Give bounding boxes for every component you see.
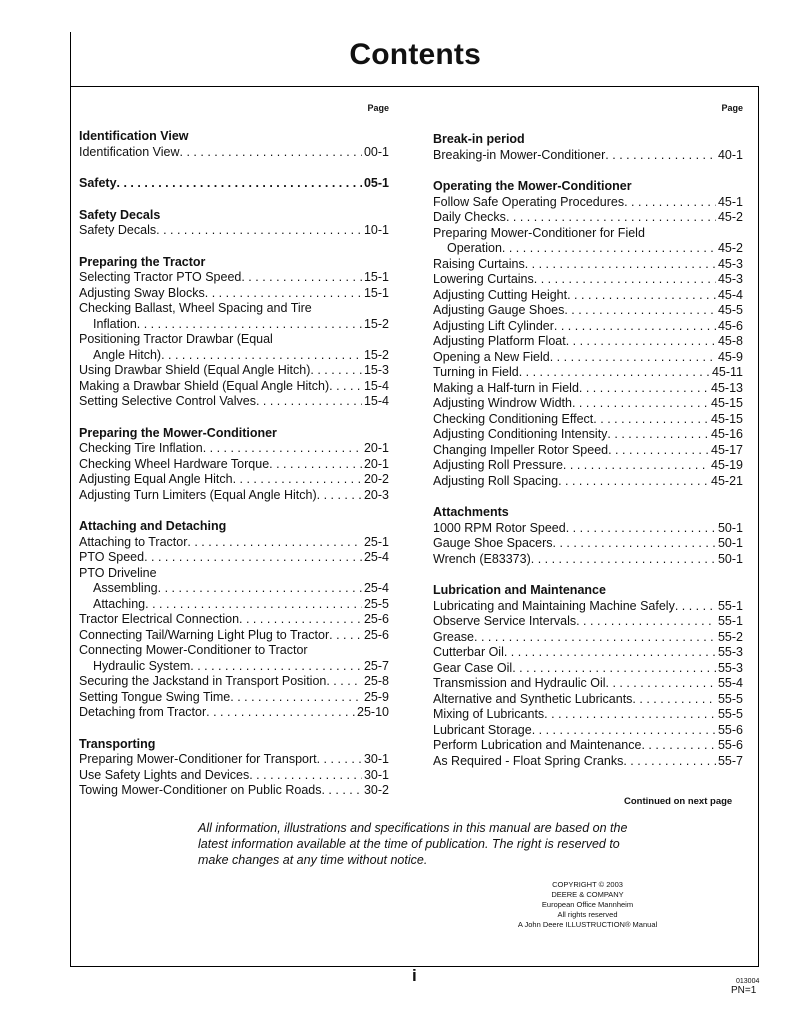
section-heading: Preparing the Mower-Conditioner: [79, 425, 277, 440]
section-heading: Safety Decals: [79, 207, 161, 222]
section-heading: Break-in period: [433, 132, 525, 146]
section-heading: Transporting: [79, 736, 156, 751]
toc-entry[interactable]: [433, 381, 743, 397]
dot-leader: [554, 319, 716, 335]
toc-entry[interactable]: [433, 257, 743, 273]
entry-text-line: Positioning Tractor Drawbar (Equal: [79, 332, 273, 346]
dot-leader: [144, 550, 362, 566]
dot-leader: [553, 536, 716, 552]
toc-entry[interactable]: [433, 692, 743, 708]
toc-entry-page: 25-6: [363, 627, 389, 642]
toc-entry[interactable]: [79, 379, 389, 395]
dot-leader: [593, 412, 709, 428]
toc-entry-page: 15-1: [363, 270, 389, 284]
dot-leader: [576, 614, 716, 630]
toc-entry-title: Raising Curtains: [433, 256, 525, 271]
toc-entry-page: 15-2: [363, 347, 389, 362]
toc-entry[interactable]: [433, 458, 743, 474]
toc-entry-page: 15-2: [363, 316, 389, 331]
toc-entry-page: 15-4: [363, 378, 389, 393]
toc-entry[interactable]: [433, 210, 743, 226]
toc-entry[interactable]: [433, 427, 743, 443]
dot-leader: [606, 676, 716, 692]
dot-leader: [329, 379, 362, 395]
dot-leader: [566, 334, 716, 350]
dot-leader: [567, 288, 716, 304]
dot-leader: [675, 599, 716, 615]
dot-leader: [206, 705, 355, 721]
dot-leader: [572, 396, 709, 412]
section-heading: Lubrication and Maintenance: [433, 583, 606, 597]
page-column-label: Page: [367, 103, 389, 113]
toc-entry-page: 55-6: [717, 738, 743, 752]
dot-leader: [329, 628, 362, 644]
toc-entry-page: 15-3: [363, 363, 389, 377]
toc-entry[interactable]: [79, 286, 389, 302]
dot-leader: [230, 690, 362, 706]
toc-entry-title: Angle Hitch): [93, 347, 162, 362]
toc-entry-page: 10-1: [363, 223, 389, 237]
toc-entry-title: Identification View: [79, 144, 180, 159]
toc-entry-title: Gear Case Oil: [433, 660, 513, 675]
toc-entry[interactable]: [433, 723, 743, 739]
toc-entry-title: Adjusting Turn Limiters (Equal Angle Hitch): [79, 487, 317, 502]
toc-entry-title: Adjusting Gauge Shoes: [433, 303, 565, 317]
dot-leader: [566, 521, 716, 537]
toc-entry-page: 45-9: [717, 349, 743, 364]
toc-entry-title: Attaching: [93, 596, 146, 611]
toc-entry[interactable]: [433, 630, 743, 646]
toc-entry-page: 25-10: [357, 705, 389, 719]
toc-entry[interactable]: [79, 317, 389, 333]
toc-entry-title: Selecting Tractor PTO Speed: [79, 270, 242, 284]
page-title: Contents: [349, 38, 481, 71]
toc-entry-page: 15-1: [363, 285, 389, 300]
dot-leader: [145, 597, 362, 613]
office-line: European Office Mannheim: [541, 900, 634, 909]
dot-leader: [579, 381, 709, 397]
entry-text-line: Connecting Mower-Conditioner to Tractor: [79, 643, 308, 657]
toc-entry-page: 30-1: [363, 752, 389, 766]
frame-left-top: [70, 32, 71, 86]
toc-entry-title: Making a Drawbar Shield (Equal Angle Hitch): [79, 378, 330, 393]
dot-leader: [256, 394, 362, 410]
toc-entry-page: 55-1: [717, 598, 743, 613]
toc-entry-page: 55-6: [717, 722, 743, 737]
rights-line: All rights reserved: [557, 910, 618, 919]
toc-entry-page: 25-5: [363, 596, 389, 611]
toc-entry[interactable]: [433, 350, 743, 366]
toc-entry[interactable]: [79, 535, 389, 551]
toc-entry[interactable]: [433, 645, 743, 661]
toc-entry-title: Adjusting Roll Pressure: [433, 458, 563, 472]
section-heading: Attachments: [433, 505, 509, 519]
toc-entry[interactable]: [79, 597, 389, 613]
toc-entry-title: Daily Checks: [433, 210, 506, 224]
dot-leader: [512, 661, 716, 677]
toc-entry-title: Alternative and Synthetic Lubricants: [433, 691, 633, 706]
toc-entry-page: 25-8: [363, 674, 389, 688]
toc-entry-page: 50-1: [717, 520, 743, 535]
toc-entry[interactable]: [79, 690, 389, 706]
dot-leader: [317, 752, 362, 768]
toc-entry[interactable]: [79, 223, 389, 239]
dot-leader: [525, 257, 716, 273]
toc-entry[interactable]: [79, 674, 389, 690]
toc-entry-page: 45-2: [717, 210, 743, 224]
toc-entry-title: Lowering Curtains: [433, 272, 534, 286]
toc-entry-title: Adjusting Windrow Width: [433, 396, 572, 410]
dot-leader: [641, 738, 716, 754]
toc-entry[interactable]: [433, 443, 743, 459]
toc-entry-title: Observe Service Intervals: [433, 614, 577, 628]
toc-entry-title: As Required - Float Spring Cranks: [433, 753, 624, 768]
toc-entry[interactable]: [433, 521, 743, 537]
toc-entry-page: 25-6: [363, 612, 389, 626]
copyright-line: COPYRIGHT © 2003: [552, 880, 623, 889]
toc-entry-title: Lubricating and Maintaining Machine Safely: [433, 598, 675, 613]
dot-leader: [563, 458, 709, 474]
dot-leader: [544, 707, 716, 723]
toc-entry-page: 45-15: [711, 411, 743, 426]
toc-entry-title: Gauge Shoe Spacers: [433, 536, 553, 550]
dot-leader: [180, 145, 362, 161]
pn-label: PN=1: [731, 985, 757, 996]
toc-entry[interactable]: [433, 536, 743, 552]
dot-leader: [607, 427, 709, 443]
disclaimer-notice: All information, illustrations and specifications in this manual are based on the latest information available at the time of publication. The right is reserved to make changes at any time without notice.: [198, 821, 628, 867]
toc-entry-title: Tractor Electrical Connection: [79, 612, 240, 626]
dot-leader: [310, 363, 362, 379]
dot-leader: [117, 176, 362, 192]
page-column-label: Page: [721, 103, 743, 113]
section-heading: Operating the Mower-Conditioner: [433, 179, 632, 193]
dot-leader: [317, 488, 362, 504]
section-heading: Attaching and Detaching: [79, 519, 227, 533]
continued-note: Continued on next page: [624, 796, 733, 807]
toc-entry-title: Checking Wheel Hardware Torque: [79, 456, 270, 471]
toc-entry[interactable]: [433, 676, 743, 692]
toc-entry-title: Opening a New Field: [433, 349, 550, 364]
toc-entry-title: Attaching to Tractor: [79, 534, 188, 549]
toc-entry[interactable]: [79, 270, 389, 286]
toc-entry[interactable]: [79, 441, 389, 457]
toc-entry[interactable]: [79, 612, 389, 628]
toc-entry-page: 55-5: [717, 691, 743, 706]
toc-entry-title: Detaching from Tractor: [79, 705, 207, 719]
dot-leader: [156, 223, 362, 239]
title-rule: [70, 86, 759, 87]
toc-entry-page: 50-1: [717, 551, 743, 566]
toc-entry-title: Using Drawbar Shield (Equal Angle Hitch): [79, 363, 311, 377]
toc-entry[interactable]: [433, 195, 743, 211]
toc-entry-page: 20-2: [363, 472, 389, 486]
toc-entry-title: Safety: [79, 176, 117, 190]
toc-entry[interactable]: [79, 705, 389, 721]
toc-entry-page: 45-21: [711, 473, 743, 488]
dot-leader: [239, 612, 362, 628]
contents-left-column: [79, 103, 389, 799]
toc-entry-title: Adjusting Lift Cylinder: [433, 318, 554, 333]
dot-leader: [605, 148, 716, 164]
toc-entry-page: 45-5: [717, 303, 743, 317]
toc-entry-title: Setting Selective Control Valves: [79, 394, 256, 408]
dot-leader: [632, 692, 716, 708]
toc-entry-page: 50-1: [717, 536, 743, 550]
toc-entry-title: Wrench (E83373): [433, 551, 531, 566]
dot-leader: [326, 674, 362, 690]
toc-entry-page: 45-11: [711, 365, 743, 379]
dot-leader: [502, 241, 716, 257]
dot-leader: [474, 630, 716, 646]
toc-entry-title: Adjusting Platform Float: [433, 334, 566, 348]
toc-entry-title: Adjusting Roll Spacing: [433, 473, 559, 488]
toc-entry-page: 25-7: [363, 658, 389, 673]
toc-entry-page: 45-3: [717, 272, 743, 286]
toc-entry[interactable]: [79, 145, 389, 161]
toc-entry[interactable]: [79, 176, 389, 192]
toc-entry[interactable]: [79, 457, 389, 473]
toc-entry-title: Inflation: [93, 316, 137, 331]
toc-entry-page: 45-8: [717, 334, 743, 348]
toc-entry[interactable]: [433, 661, 743, 677]
toc-entry-title: Making a Half-turn in Field: [433, 380, 579, 395]
dot-leader: [623, 754, 716, 770]
toc-entry-title: Follow Safe Operating Procedures: [433, 194, 625, 209]
toc-entry-page: 25-9: [363, 689, 389, 704]
toc-entry-page: 25-4: [363, 550, 389, 564]
toc-entry[interactable]: [79, 628, 389, 644]
toc-entry[interactable]: [79, 752, 389, 768]
toc-entry-title: Operation: [447, 241, 502, 255]
toc-entry[interactable]: [79, 488, 389, 504]
toc-entry-page: 45-17: [711, 442, 743, 457]
toc-entry[interactable]: [433, 396, 743, 412]
toc-entry[interactable]: [433, 334, 743, 350]
toc-entry[interactable]: [79, 394, 389, 410]
entry-text-line: PTO Driveline: [79, 565, 157, 580]
dot-leader: [624, 195, 716, 211]
toc-entry-page: 05-1: [363, 176, 389, 190]
toc-entry-title: Adjusting Equal Angle Hitch: [79, 472, 233, 486]
toc-entry-title: Adjusting Sway Blocks: [79, 285, 205, 300]
company-line: DEERE & COMPANY: [551, 890, 624, 899]
toc-entry-page: 55-3: [717, 660, 743, 675]
toc-entry-title: Checking Conditioning Effect: [433, 411, 594, 426]
toc-entry-page: 45-15: [711, 396, 743, 410]
toc-entry[interactable]: [433, 707, 743, 723]
toc-entry-title: Assembling: [93, 581, 158, 595]
toc-entry-page: 00-1: [363, 144, 389, 159]
toc-entry-page: 20-3: [363, 487, 389, 502]
toc-entry-title: Adjusting Cutting Height: [433, 287, 568, 302]
entry-text-line: Preparing Mower-Conditioner for Field: [433, 225, 645, 240]
toc-entry[interactable]: [433, 552, 743, 568]
dot-leader: [161, 348, 362, 364]
toc-entry-page: 15-4: [363, 394, 389, 408]
toc-entry-page: 30-1: [363, 767, 389, 782]
toc-entry-page: 55-5: [717, 707, 743, 721]
toc-entry-page: 20-1: [363, 456, 389, 471]
toc-entry-title: Turning in Field: [433, 365, 519, 379]
toc-entry-page: 45-19: [711, 458, 743, 472]
toc-entry-page: 55-3: [717, 645, 743, 659]
toc-entry-title: Use Safety Lights and Devices: [79, 767, 250, 782]
dot-leader: [506, 210, 716, 226]
frame-right: [758, 86, 759, 966]
dot-leader: [608, 443, 709, 459]
page-number: i: [412, 966, 417, 985]
toc-entry-page: 55-4: [717, 676, 743, 690]
entry-text-line: Checking Ballast, Wheel Spacing and Tire: [79, 301, 312, 315]
toc-entry[interactable]: [433, 754, 743, 770]
toc-entry-title: Mixing of Lubricants: [433, 707, 545, 721]
toc-entry[interactable]: [433, 241, 743, 257]
toc-entry-page: 45-6: [717, 318, 743, 333]
dot-leader: [550, 350, 716, 366]
toc-entry[interactable]: [79, 659, 389, 675]
toc-entry[interactable]: [433, 148, 743, 164]
dot-leader: [233, 472, 362, 488]
toc-entry[interactable]: [79, 768, 389, 784]
section-heading: Identification View: [79, 129, 189, 143]
toc-entry-title: Preparing Mower-Conditioner for Transport: [79, 752, 317, 766]
toc-entry-title: Lubricant Storage: [433, 722, 532, 737]
toc-entry-title: Checking Tire Inflation: [79, 441, 203, 455]
toc-entry-page: 45-16: [711, 427, 743, 441]
toc-entry[interactable]: [433, 614, 743, 630]
toc-entry-page: 30-2: [363, 783, 389, 797]
copyright-block: [500, 880, 675, 930]
toc-entry-title: Towing Mower-Conditioner on Public Roads: [79, 783, 322, 797]
toc-entry-page: 45-4: [717, 287, 743, 302]
toc-entry-title: Breaking-in Mower-Conditioner: [433, 147, 606, 162]
toc-entry[interactable]: [79, 363, 389, 379]
dot-leader: [321, 783, 361, 799]
dot-leader: [249, 768, 362, 784]
toc-entry[interactable]: [433, 272, 743, 288]
toc-entry-title: Securing the Jackstand in Transport Position: [79, 674, 327, 688]
toc-entry[interactable]: [433, 288, 743, 304]
toc-entry-page: 25-1: [363, 534, 389, 549]
manual-line: A John Deere ILLUSTRUCTION® Manual: [517, 920, 658, 929]
toc-entry-page: 55-1: [717, 614, 743, 628]
dot-leader: [532, 723, 716, 739]
toc-entry[interactable]: [79, 581, 389, 597]
section-heading: Preparing the Tractor: [79, 254, 206, 269]
toc-entry-page: 55-2: [717, 629, 743, 644]
frame-left: [70, 86, 71, 966]
dot-leader: [504, 645, 716, 661]
toc-entry-page: 45-3: [717, 256, 743, 271]
toc-entry[interactable]: [79, 472, 389, 488]
toc-entry-page: 20-1: [363, 441, 389, 455]
dot-leader: [269, 457, 362, 473]
toc-entry-title: PTO Speed: [79, 550, 145, 564]
toc-entry-title: Cutterbar Oil: [433, 645, 504, 659]
toc-entry-title: Grease: [433, 629, 474, 644]
dot-leader: [205, 286, 362, 302]
toc-entry-title: 1000 RPM Rotor Speed: [433, 520, 566, 535]
toc-entry-title: Perform Lubrication and Maintenance: [433, 738, 642, 752]
dot-leader: [534, 272, 716, 288]
toc-entry-title: Connecting Tail/Warning Light Plug to Tractor: [79, 627, 330, 642]
dot-leader: [564, 303, 716, 319]
toc-entry-page: 45-2: [717, 241, 743, 255]
toc-entry[interactable]: [433, 412, 743, 428]
toc-entry[interactable]: [79, 783, 389, 799]
toc-entry[interactable]: [433, 303, 743, 319]
doc-id: 013004: [736, 978, 760, 985]
toc-entry-page: 25-4: [363, 581, 389, 595]
toc-entry-page: 40-1: [717, 147, 743, 162]
dot-leader: [187, 535, 362, 551]
toc-entry-page: 55-7: [717, 753, 743, 768]
toc-entry[interactable]: [433, 474, 743, 490]
contents-right-column: [433, 103, 743, 769]
toc-entry[interactable]: [433, 365, 743, 381]
toc-entry[interactable]: [79, 550, 389, 566]
toc-entry-title: Setting Tongue Swing Time: [79, 689, 231, 704]
toc-entry-page: 45-1: [717, 194, 743, 209]
dot-leader: [190, 659, 362, 675]
toc-entry[interactable]: [433, 599, 743, 615]
dot-leader: [519, 365, 710, 381]
dot-leader: [241, 270, 362, 286]
toc-entry-title: Adjusting Conditioning Intensity: [433, 427, 608, 441]
dot-leader: [137, 317, 362, 333]
toc-entry-page: 45-13: [711, 380, 743, 395]
toc-entry-title: Changing Impeller Rotor Speed: [433, 442, 609, 457]
toc-entry-title: Hydraulic System: [93, 658, 191, 673]
toc-entry-title: Safety Decals: [79, 223, 157, 237]
dot-leader: [531, 552, 716, 568]
dot-leader: [158, 581, 362, 597]
dot-leader: [203, 441, 362, 457]
toc-entry[interactable]: [79, 348, 389, 364]
toc-entry[interactable]: [433, 738, 743, 754]
toc-entry[interactable]: [433, 319, 743, 335]
dot-leader: [558, 474, 709, 490]
toc-entry-title: Transmission and Hydraulic Oil: [433, 676, 606, 690]
